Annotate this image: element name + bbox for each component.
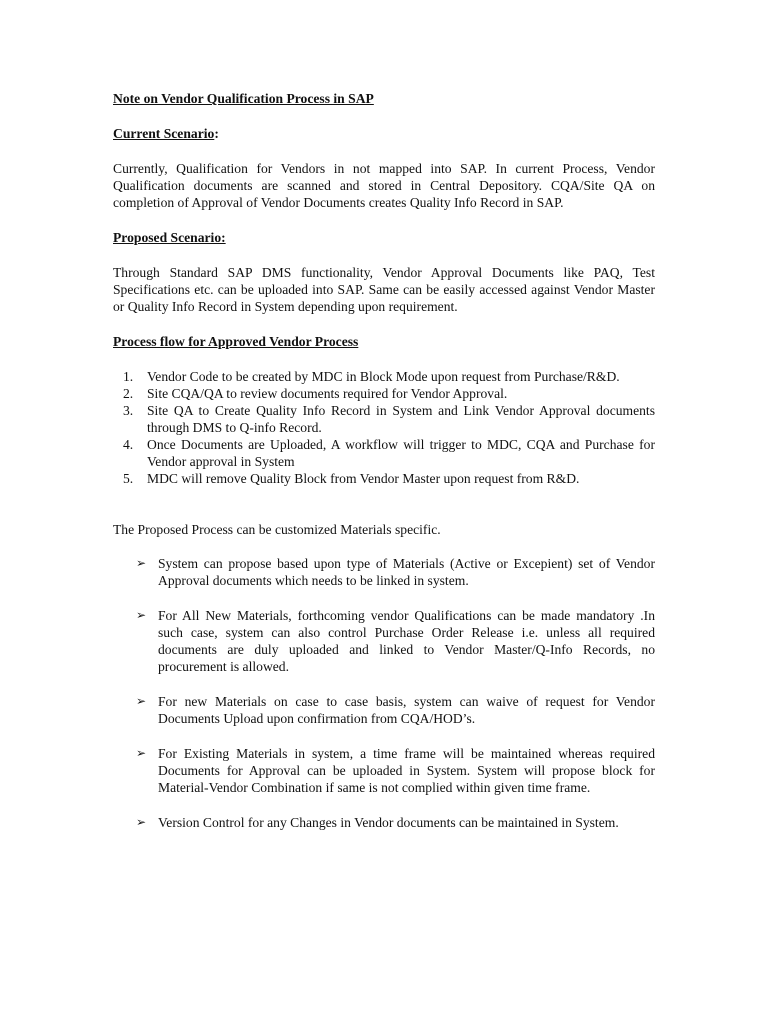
customization-intro: The Proposed Process can be customized Materials specific. (113, 522, 441, 537)
process-step (113, 470, 655, 487)
proposed-scenario-text: Through Standard SAP DMS functionality, Vendor Approval Documents like PAQ, Test Specifications etc. can be uploaded into SAP. Same can be easily accessed against Vendor Master or Quality Info Record in System depending upon requirement. (113, 265, 655, 314)
arrow-bullet-icon: ➢ (136, 746, 147, 760)
step-text: Vendor Code to be created by MDC in Block Mode upon request from Purchase/R&D. (147, 369, 620, 384)
step-number: 2. (123, 386, 134, 401)
arrow-bullet-icon: ➢ (136, 694, 147, 708)
bullet-item (113, 607, 655, 675)
step-text: Site QA to Create Quality Info Record in System and Link Vendor Approval documents through DMS to Q-info Record. (147, 403, 655, 435)
process-step (113, 436, 655, 470)
proposed-scenario-heading (113, 229, 655, 246)
step-text: Site CQA/QA to review documents required for Vendor Approval. (147, 386, 508, 401)
process-flow-heading-text: Process flow for Approved Vendor Process (113, 334, 359, 349)
bullet-text: For Existing Materials in system, a time frame will be maintained whereas required Documents for Approval can be uploaded in System. System will propose block for Material-Vendor Combination if same is not complied within given time frame. (158, 746, 655, 795)
step-text: MDC will remove Quality Block from Vendor Master upon request from R&D. (147, 471, 580, 486)
bullet-item (113, 814, 655, 831)
bullet-text: Version Control for any Changes in Vendor documents can be maintained in System. (158, 815, 619, 830)
arrow-bullet-icon: ➢ (136, 608, 147, 622)
process-step (113, 368, 655, 385)
document-page (113, 90, 655, 849)
bullet-item (113, 745, 655, 796)
step-number: 3. (123, 403, 134, 418)
process-step (113, 402, 655, 436)
arrow-bullet-icon: ➢ (136, 556, 147, 570)
process-steps-list (113, 368, 655, 487)
process-flow-heading (113, 333, 655, 350)
step-number: 4. (123, 437, 134, 452)
bullet-text: For new Materials on case to case basis, system can waive of request for Vendor Documents Upload upon confirmation from CQA/HOD’s. (158, 694, 655, 726)
customization-bullet-list (113, 555, 655, 831)
process-step (113, 385, 655, 402)
bullet-item (113, 555, 655, 589)
document-title: Note on Vendor Qualification Process in SAP (113, 91, 374, 106)
current-scenario-heading (113, 125, 655, 142)
bullet-text: System can propose based upon type of Materials (Active or Excepient) set of Vendor Approval documents which needs to be linked in system. (158, 556, 655, 588)
current-scenario-heading-text: Current Scenario (113, 126, 215, 141)
bullet-item (113, 693, 655, 727)
current-scenario-heading-colon: : (214, 126, 219, 141)
bullet-text: For All New Materials, forthcoming vendor Qualifications can be made mandatory .In such case, system can also control Purchase Order Release i.e. unless all required documents are duly uploaded and linked to Vendor Master/Q-Info Records, no procurement is allowed. (158, 608, 655, 674)
step-number: 5. (123, 471, 134, 486)
proposed-scenario-heading-text: Proposed Scenario: (113, 230, 226, 245)
step-number: 1. (123, 369, 134, 384)
step-text: Once Documents are Uploaded, A workflow will trigger to MDC, CQA and Purchase for Vendor approval in System (147, 437, 655, 469)
current-scenario-text: Currently, Qualification for Vendors in not mapped into SAP. In current Process, Vendor Qualification documents are scanned and stored in Central Depository. CQA/Site QA on completion of Approval of Vendor Documents creates Quality Info Record in SAP. (113, 161, 655, 210)
arrow-bullet-icon: ➢ (136, 815, 147, 829)
